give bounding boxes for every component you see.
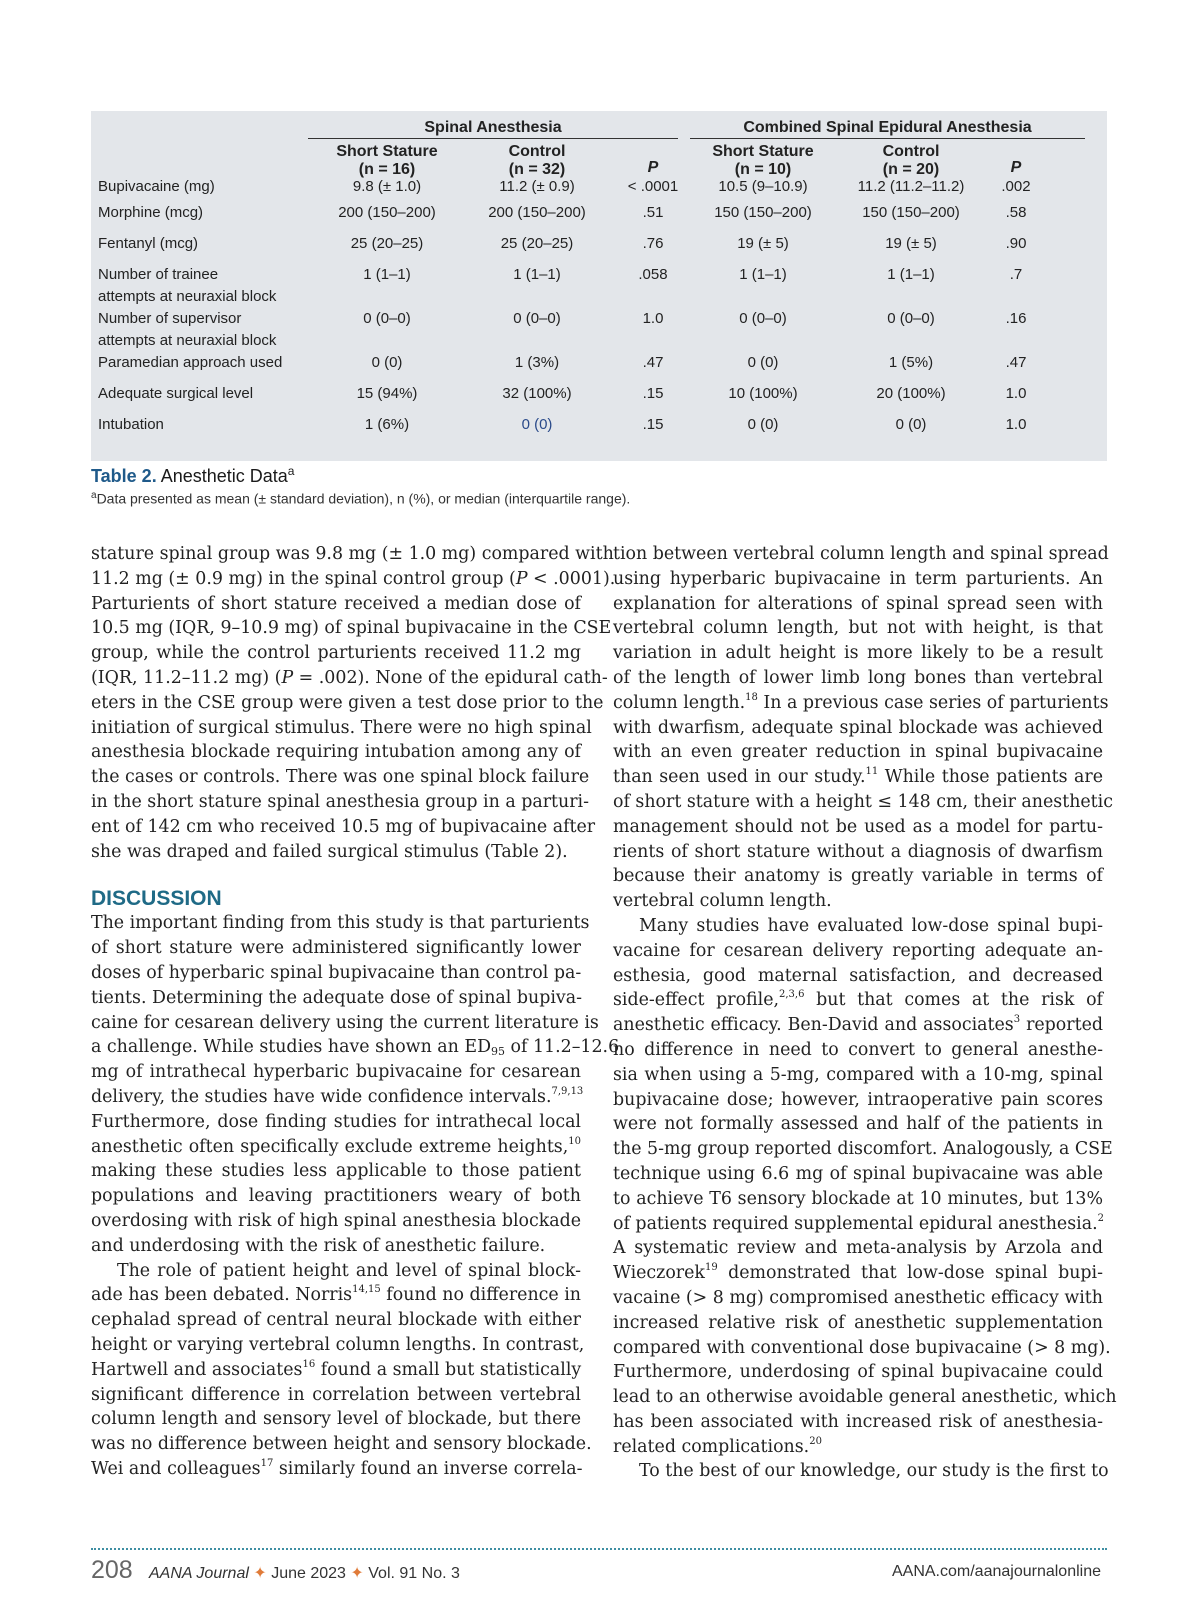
text-line: 11.2 mg (± 0.9 mg) in the spinal control group (P < .0001). <box>91 568 616 589</box>
text-line: Hartwell and associates$^{16}$ found a small but statistically <box>91 1358 582 1380</box>
text-line: populations and leaving practitioners weary of both <box>91 1186 581 1207</box>
text-line: increased relative risk of anesthetic supplementation <box>613 1312 1103 1333</box>
row-label <box>98 352 318 374</box>
table-cell: 1 (1–1) <box>363 266 411 283</box>
diamond-icon: ✦ <box>350 1565 364 1582</box>
table-cell: 0 (0) <box>747 416 779 433</box>
title-footnote-marker: a <box>287 464 295 478</box>
text-line: The important finding from this study is that parturients <box>91 913 590 934</box>
table-cell: .90 <box>1005 235 1027 252</box>
text-line: of short stature were administered significantly lower <box>91 938 581 959</box>
row-label-line: Bupivacaine (mg) <box>98 178 215 195</box>
table-cell: 1 (1–1) <box>739 266 787 283</box>
table-cell: 1 (3%) <box>514 354 560 371</box>
text-line: anesthetic often specifically exclude extreme heights,$^{10}$ <box>91 1135 581 1157</box>
table-cell: < .0001 <box>627 178 679 195</box>
table-cell: .16 <box>1005 310 1027 327</box>
column-header-line: (n = 16) <box>358 161 416 178</box>
table-cell: 0 (0) <box>895 416 927 433</box>
text-line: was no difference between height and sensory blockade. <box>91 1434 592 1455</box>
table-cell: 0 (0–0) <box>513 310 561 327</box>
text-line: group, while the control parturients received 11.2 mg <box>91 643 581 664</box>
column-header-line: Control <box>508 143 566 160</box>
text-line: because their anatomy is greatly variable in terms of <box>613 866 1103 887</box>
table-cell: .47 <box>1005 354 1027 371</box>
footer-dotted-rule <box>91 1548 1107 1550</box>
table-cell: 15 (94%) <box>356 385 418 402</box>
text-line: compared with conventional dose bupivacaine (> 8 mg). <box>613 1337 1111 1358</box>
row-label-line: Fentanyl (mcg) <box>98 235 199 252</box>
table-cell: .002 <box>1001 178 1031 195</box>
text-line: side-effect profile,$^{2,3,6}$ but that comes at the risk of <box>613 989 1103 1011</box>
text-line: the cases or controls. There was one spinal block failure <box>91 767 590 788</box>
text-line: Parturients of short stature received a median dose of <box>91 593 581 614</box>
row-label-line: Morphine (mcg) <box>98 204 204 221</box>
text-line: To the best of our knowledge, our study is the first to <box>639 1461 1109 1482</box>
table-cell: 25 (20–25) <box>500 235 574 252</box>
column-header <box>836 143 986 179</box>
table-cell: 19 (± 5) <box>885 235 937 252</box>
text-line: rients of short stature without a diagnosis of dwarfism <box>613 841 1103 862</box>
text-line: esthesia, good maternal satisfaction, and decreased <box>613 965 1103 986</box>
row-label <box>98 414 318 436</box>
text-line: Wieczorek$^{19}$ demonstrated that low-dose spinal bupi- <box>613 1262 1103 1284</box>
row-label-line: Paramedian approach used <box>98 354 283 371</box>
table-cell: 11.2 (± 0.9) <box>499 178 575 195</box>
row-label <box>98 233 318 255</box>
text-line: ade has been debated. Norris$^{14,15}$ found no difference in <box>91 1284 581 1306</box>
diamond-icon: ✦ <box>253 1565 267 1582</box>
section-heading-discussion: DISCUSSION <box>91 887 222 911</box>
text-line: vacaine (> 8 mg) compromised anesthetic efficacy with <box>613 1287 1103 1308</box>
row-label <box>98 176 318 198</box>
page-number: 208 <box>91 1556 133 1584</box>
group-header-spinal: Spinal Anesthesia <box>424 119 562 136</box>
table-cell: 200 (150–200) <box>488 204 586 221</box>
text-line: with an even greater reduction in spinal bupivacaine <box>613 742 1103 763</box>
text-line: with dwarfism, adequate spinal blockade was achieved <box>613 717 1103 738</box>
column-header <box>467 143 607 179</box>
text-line: of the length of lower limb long bones than vertebral <box>613 667 1103 688</box>
table-cell: 0 (0–0) <box>887 310 935 327</box>
table-cell: 9.8 (± 1.0) <box>352 178 422 195</box>
text-line: a challenge. While studies have shown an $ED_{95}$ of 11.2–12.6 <box>91 1037 620 1059</box>
table-cell: 0 (0) <box>747 354 779 371</box>
caption-footnote <box>91 490 630 507</box>
table-cell: 200 (150–200) <box>338 204 436 221</box>
row-label <box>98 264 318 308</box>
text-line: the 5-mg group reported discomfort. Analogously, a CSE <box>613 1139 1113 1160</box>
text-line: delivery, the studies have wide confidence intervals.$^{7,9,13}$ <box>91 1085 584 1107</box>
text-line: she was draped and failed surgical stimulus (Table 2). <box>91 841 568 862</box>
table-cell: 1 (6%) <box>364 416 410 433</box>
table-title: Anesthetic Data <box>160 466 288 486</box>
table-cell: .15 <box>642 385 664 402</box>
text-line: doses of hyperbaric spinal bupivacaine than control pa- <box>91 962 582 983</box>
table-cell: 20 (100%) <box>876 385 946 402</box>
table-cell: .58 <box>1005 204 1027 221</box>
row-label-line: Number of trainee <box>98 266 219 283</box>
table-cell: .76 <box>642 235 664 252</box>
text-line: were not formally assessed and half of the patients in <box>613 1114 1103 1135</box>
table-cell: .15 <box>642 416 664 433</box>
table-cell: 10 (100%) <box>728 385 798 402</box>
text-line: using hyperbaric bupivacaine in term parturients. An <box>613 568 1103 589</box>
text-line: Wei and colleagues$^{17}$ similarly found an inverse correla- <box>91 1457 583 1479</box>
text-line: A systematic review and meta-analysis by Arzola and <box>613 1238 1103 1259</box>
row-label-line: attempts at neuraxial block <box>98 288 277 305</box>
table-cell: 1.0 <box>642 310 664 327</box>
text-line: to achieve T6 sensory blockade at 10 minutes, but 13% <box>613 1188 1103 1209</box>
text-line: cephalad spread of central neural blockade with either <box>91 1310 581 1331</box>
table-number: Table 2. <box>91 466 157 486</box>
page-footer <box>91 1556 1107 1586</box>
row-label-line: Number of supervisor <box>98 310 242 327</box>
table-cell: 32 (100%) <box>502 385 572 402</box>
text-line: vertebral column length. <box>613 891 832 912</box>
group-rule-spinal <box>308 138 678 139</box>
row-label-line: Adequate surgical level <box>98 385 254 402</box>
text-line: tion between vertebral column length and spinal spread <box>613 544 1109 564</box>
journal-info <box>149 1563 460 1583</box>
group-header-cse: Combined Spinal Epidural Anesthesia <box>743 119 1032 136</box>
text-line: related complications.$^{20}$ <box>613 1435 822 1457</box>
column-header-line: Short Stature <box>336 143 438 160</box>
text-line: The role of patient height and level of spinal block- <box>117 1260 581 1281</box>
anesthetic-data-table <box>91 111 1107 461</box>
footnote-marker: a <box>91 490 97 501</box>
text-line: sia when using a 5-mg, compared with a 10-mg, spinal <box>613 1064 1103 1085</box>
caption-title-line <box>91 464 630 487</box>
table-cell: 11.2 (11.2–11.2) <box>857 178 965 195</box>
column-header-p-value <box>618 159 688 177</box>
text-line: anesthetic efficacy. Ben-David and associates$^3$ reported <box>613 1014 1103 1036</box>
text-line: ent of 142 cm who received 10.5 mg of bupivacaine after <box>91 816 596 837</box>
table-caption <box>91 464 630 507</box>
table-cell: 10.5 (9–10.9) <box>718 178 808 195</box>
journal-url[interactable]: AANA.com/aanajournalonline <box>891 1563 1101 1580</box>
row-label-line: Intubation <box>98 416 164 433</box>
paragraph-gap <box>91 864 581 878</box>
table-cell: .51 <box>642 204 664 221</box>
table-cell: 1 (5%) <box>888 354 934 371</box>
text-line: variation in adult height is more likely to be a result <box>613 643 1103 664</box>
row-label <box>98 308 318 352</box>
column-header-line: P <box>1010 159 1022 176</box>
text-line: stature spinal group was 9.8 mg (± 1.0 mg) compared with <box>91 544 614 564</box>
column-header <box>688 143 838 179</box>
column-header-line: P <box>647 159 659 176</box>
footnote-text: Data presented as mean (± standard deviation), n (%), or median (interquartile range). <box>96 490 631 507</box>
row-label-line: attempts at neuraxial block <box>98 332 277 349</box>
text-line: significant difference in correlation between vertebral <box>91 1384 581 1405</box>
text-line: in the short stature spinal anesthesia group in a parturi- <box>91 791 589 812</box>
text-line: anesthesia blockade requiring intubation among any of <box>91 742 581 763</box>
text-line: of patients required supplemental epidural anesthesia.$^2$ <box>613 1212 1104 1234</box>
body-column-left <box>91 542 620 1482</box>
group-rule-cse <box>690 138 1085 139</box>
text-line: 10.5 mg (IQR, 9–10.9 mg) of spinal bupivacaine in the CSE <box>91 618 612 639</box>
table-cell: 1 (1–1) <box>887 266 935 283</box>
column-header <box>312 143 462 179</box>
table-cell: 0 (0–0) <box>363 310 411 327</box>
text-line: technique using 6.6 mg of spinal bupivacaine was able <box>613 1163 1103 1184</box>
table-cell: 1 (1–1) <box>513 266 561 283</box>
body-column-right <box>613 542 1117 1484</box>
table-cell: .058 <box>638 266 668 283</box>
table-cell: 0 (0–0) <box>739 310 787 327</box>
table-cell: 0 (0) <box>521 416 553 433</box>
column-header-line: (n = 20) <box>882 161 940 178</box>
text-line: column length.$^{18}$ In a previous case series of parturients <box>613 691 1109 713</box>
text-line: Furthermore, underdosing of spinal bupivacaine could <box>613 1362 1103 1383</box>
column-header-line: Control <box>882 143 940 160</box>
row-label <box>98 383 318 405</box>
text-line: Furthermore, dose finding studies for intrathecal local <box>91 1111 581 1132</box>
text-line: caine for cesarean delivery using the current literature is <box>91 1012 599 1033</box>
text-line: (IQR, 11.2–11.2 mg) (P = .002). None of the epidural cath- <box>91 667 608 688</box>
table-cell: 150 (150–200) <box>714 204 812 221</box>
text-line: vertebral column length, but not with height, is that <box>613 618 1103 639</box>
text-line: lead to an otherwise avoidable general anesthetic, which <box>613 1387 1117 1408</box>
table-cell: 19 (± 5) <box>737 235 789 252</box>
row-label <box>98 202 318 224</box>
text-line: column length and sensory level of blockade, but there <box>91 1409 581 1430</box>
text-line: making these studies less applicable to those patient <box>91 1161 581 1182</box>
text-line: management should not be used as a model for partu- <box>613 816 1103 837</box>
text-line: eters in the CSE group were given a test dose prior to the <box>91 692 604 713</box>
table-cell: .47 <box>642 354 664 371</box>
table-cell: .7 <box>1009 266 1023 283</box>
table-cell: 0 (0) <box>371 354 403 371</box>
text-line: than seen used in our study.$^{11}$ While those patients are <box>613 766 1103 788</box>
column-header-line: Short Stature <box>712 143 814 160</box>
volume-issue: Vol. 91 No. 3 <box>368 1565 460 1582</box>
column-header-p-value <box>986 159 1046 177</box>
issue-date: June 2023 <box>271 1565 346 1582</box>
text-line: Many studies have evaluated low-dose spinal bupi- <box>639 915 1103 936</box>
text-line: no difference in need to convert to general anesthe- <box>613 1039 1103 1060</box>
text-line: height or varying vertebral column lengths. In contrast, <box>91 1334 585 1355</box>
text-line: tients. Determining the adequate dose of spinal bupiva- <box>91 987 582 1008</box>
table-cell: 1.0 <box>1005 385 1027 402</box>
table-cell: 1.0 <box>1005 416 1027 433</box>
column-header-line: (n = 10) <box>734 161 792 178</box>
text-line: has been associated with increased risk of anesthesia- <box>613 1411 1103 1432</box>
text-line: initiation of surgical stimulus. There were no high spinal <box>91 717 592 738</box>
text-line: mg of intrathecal hyperbaric bupivacaine for cesarean <box>91 1062 581 1083</box>
journal-name: AANA Journal <box>149 1565 249 1582</box>
table-cell: 150 (150–200) <box>862 204 960 221</box>
table-cell: 25 (20–25) <box>350 235 424 252</box>
text-line: bupivacaine dose; however, intraoperative pain scores <box>613 1089 1103 1110</box>
column-header-line: (n = 32) <box>508 161 566 178</box>
text-line: and underdosing with the risk of anesthetic failure. <box>91 1235 546 1256</box>
text-line: explanation for alterations of spinal spread seen with <box>613 593 1103 614</box>
text-line: vacaine for cesarean delivery reporting adequate an- <box>613 940 1103 961</box>
text-line: overdosing with risk of high spinal anesthesia blockade <box>91 1210 582 1231</box>
text-line: of short stature with a height ≤ 148 cm, their anesthetic <box>613 791 1113 812</box>
